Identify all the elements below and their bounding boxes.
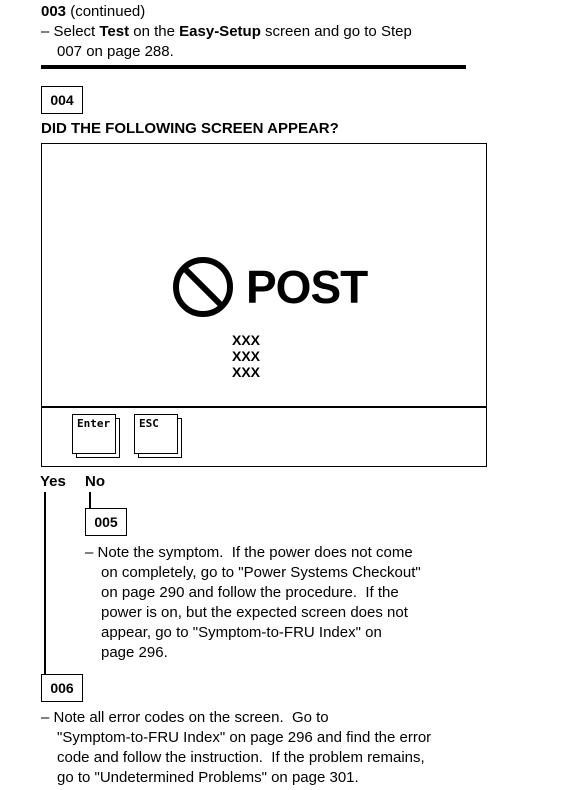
step-006-line-3: code and follow the instruction. If the problem remains, [57, 749, 425, 766]
error-code-3: XXX [232, 364, 261, 380]
step-003-instruction [41, 22, 412, 42]
step-005-line-4: power is on, but the expected screen does not [101, 604, 408, 621]
step-005-box: 005 [85, 508, 127, 536]
screen-divider [42, 406, 486, 408]
instruction-mid: on the [129, 23, 180, 40]
easy-setup-keyword: Easy-Setup [179, 23, 261, 40]
step-006-line-4: go to "Undetermined Problems" on page 301. [57, 769, 359, 786]
step-005-line-3: on page 290 and follow the procedure. If the [101, 584, 399, 601]
instruction-suffix: screen and go to Step [260, 23, 412, 40]
step-005-line-6: page 296. [101, 644, 168, 661]
step-005-line-1: – Note the symptom. If the power does not come [85, 544, 413, 561]
continued-label: (continued) [66, 3, 146, 20]
step-003-number: 003 [41, 3, 67, 20]
enter-key-label: Enter [77, 417, 111, 430]
post-title: POST [246, 261, 368, 313]
esc-key-label: ESC [139, 417, 159, 430]
error-code-2: XXX [232, 348, 261, 364]
test-keyword: Test [99, 23, 130, 40]
step-005-line-5: appear, go to "Symptom-to-FRU Index" on [101, 624, 382, 641]
step-003-heading [41, 2, 145, 22]
step-004-question: DID THE FOLLOWING SCREEN APPEAR? [41, 120, 339, 137]
error-code-1: XXX [232, 332, 261, 348]
step-005-line-2: on completely, go to "Power Systems Checkout" [101, 564, 421, 581]
section-divider [41, 65, 466, 69]
esc-key [134, 414, 174, 456]
step-006-line-2: "Symptom-to-FRU Index" on page 296 and find the error [57, 729, 432, 746]
step-006-line-1: – Note all error codes on the screen. Go to [41, 709, 329, 726]
instruction-prefix: – Select [41, 23, 100, 40]
no-connector-line [89, 492, 91, 508]
post-screen-illustration [41, 143, 487, 467]
step-003-instruction-line2: 007 on page 288. [57, 43, 174, 60]
answer-no: No [85, 473, 105, 490]
enter-key [72, 414, 112, 456]
prohibited-icon [171, 255, 235, 319]
step-006-box: 006 [41, 674, 83, 702]
answer-yes: Yes [40, 473, 66, 490]
yes-connector-line [44, 492, 46, 674]
step-004-box: 004 [41, 86, 83, 114]
